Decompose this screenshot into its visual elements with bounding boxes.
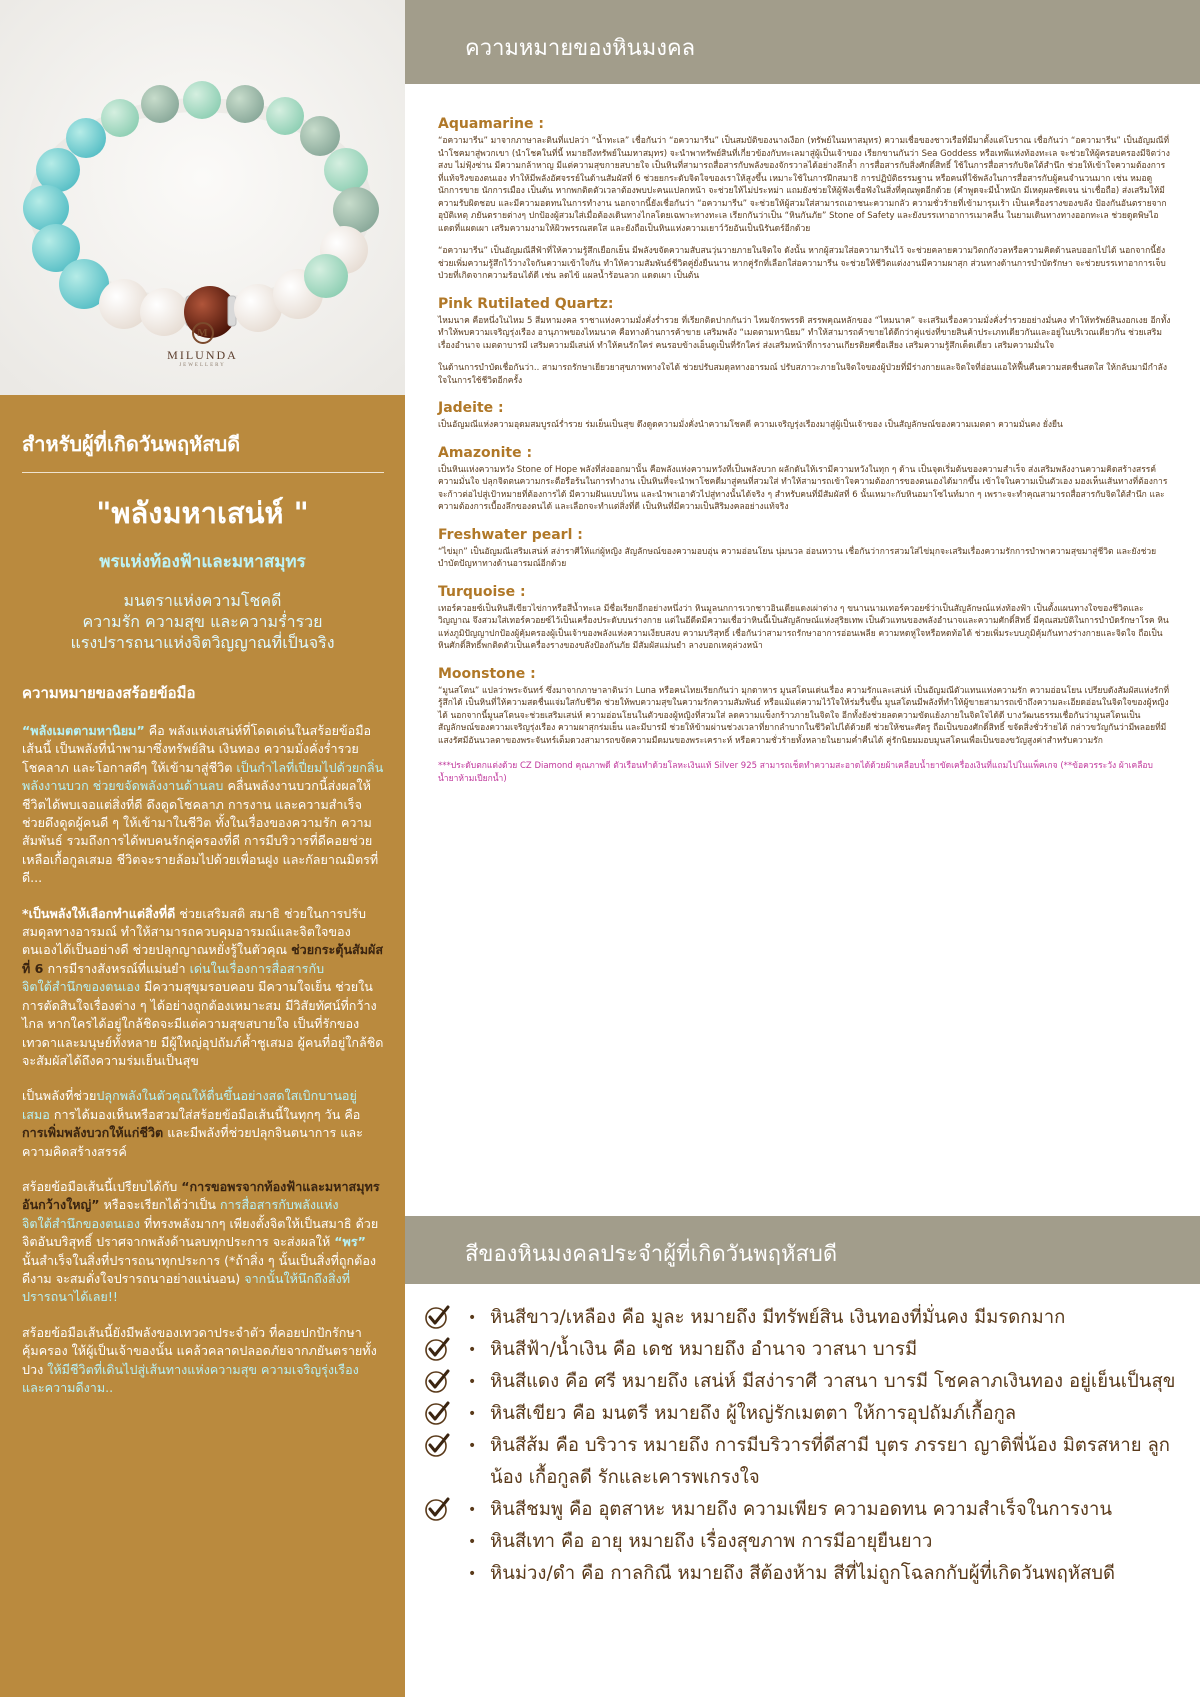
color-text: หินสีฟ้า/น้ำเงิน คือ เดช หมายถึง อำนาจ วาสนา บารมี bbox=[490, 1339, 918, 1360]
bullet-icon: • bbox=[468, 1406, 477, 1422]
stones-list bbox=[438, 116, 1173, 785]
brand-logo bbox=[0, 322, 405, 368]
brand-sub: JEWELLERY bbox=[179, 363, 226, 368]
color-text: หินสีชมพู คือ อุตสาหะ หมายถึง ความเพียร ความอดทน ความสำเร็จในการงาน bbox=[490, 1499, 1112, 1520]
stone-title: Freshwater pearl : bbox=[438, 526, 583, 543]
highlight-text: *เป็นพลังให้เลือกทำแต่สิ่งที่ดี bbox=[22, 905, 176, 921]
body-text: มีความสุขุมรอบคอบ มีความใจเย็น ช่วยในการตัดสินใจเรื่องต่าง ๆ ได้อย่างถูกต้องเหมาะสม มีวิสัยทัศน์ที่กว้างไกล หากใครได้อยู่ใกล้ชิดจะมีแต่ความสุขสบายใจ เป็นที่รักของเทวดาและมนุษย์ทั้งหลาย มีผู้ใหญ่อุปถัมภ์ค้ำชูเสมอ ผู้คนที่อยู่ใกล้ชิดจะสัมผัสได้ถึงความร่มเย็นเป็นสุข bbox=[22, 979, 384, 1068]
color-item bbox=[420, 1302, 1190, 1334]
bullet-icon: • bbox=[468, 1534, 477, 1550]
body-text: หรือจะเรียกได้ว่าเป็น bbox=[99, 1197, 220, 1213]
checkmark-icon bbox=[424, 1368, 450, 1394]
meaning-paragraph bbox=[22, 905, 384, 1071]
body-text: คือ พลังแห่งเสน่ห์ที่โดดเด่นในสร้อยข้อมือเส้นนี้ เป็นพลังที่นำพามาซึ่งทรัพย์สิน เงินทอง ความมั่งคั่งร่ำรวย โชคลาภ และโอกาสดีๆ ให้เข้ามาสู่ชีวิต bbox=[22, 723, 372, 775]
highlight-text: เป็นกำไลที่เปี่ยมไปด้วยกลิ่นพลังงานบวก ช่วยขจัดพลังงานด้านลบ bbox=[22, 759, 384, 794]
bullet-icon: • bbox=[468, 1310, 477, 1326]
stone-description: ไหมนาค คือหนึ่งในไหม 5 สีมหามงคล ราชาแห่งความมั่งคั่งร่ำรวย ที่เรียกติดปากกันว่า ไหมจักรพรรดิ สรรพคุณหลักของ “ไหมนาค” จะเสริมเรื่องความมั่งคั่งร่ำรวยอย่างมั่นคง ทำให้ทรัพย์สินงอกเงย อีกทั้งทำให้พบความเจริญรุ่งเรือง อานุภาพของไหมนาค คือทางด้านการค้าขาย เสริมพลัง “เมตตามหานิยม” ทำให้สามารถค้าขายได้ดีกว่าคู่แข่งที่ขายสินค้าประเภทเดียวกันและอยู่ในบริเวณเดียวกัน ช่วยเสริมเรื่องอำนาจ เมตตาบารมี เสริมความมีเสน่ห์ ทำให้คนรักใคร่ คนรอบข้างเอ็นดูเป็นที่รักใคร่ ส่งเสริมหน้าที่การงานเกียรติยศชื่อเสียง เสริมความรู้สึกเด็ดเดี่ยว เสริมความมั่นใจ bbox=[438, 315, 1171, 351]
born-heading: สำหรับผู้ที่เกิดวันพฤหัสบดี bbox=[22, 432, 241, 456]
power-subtitle: พรแห่งท้องฟ้าและมหาสมุทร bbox=[99, 552, 306, 572]
meaning-paragraph bbox=[22, 722, 384, 888]
brand-name: MILUNDA bbox=[167, 348, 238, 362]
body-text: และมีพลังที่ช่วยปลุกจินตนาการ และความคิดสร้างสรรค์ bbox=[22, 1125, 363, 1159]
highlight-text: ปลุกพลังในตัวคุณให้ตื่นขึ้นอย่างสดใสเบิกบานอยู่เสมอ bbox=[22, 1088, 357, 1122]
checkmark-icon bbox=[424, 1336, 450, 1362]
checkmark-icon bbox=[424, 1400, 450, 1426]
power-line: ความรัก ความสุข และความร่ำรวย bbox=[82, 612, 323, 631]
color-item bbox=[420, 1558, 1190, 1590]
power-lines bbox=[0, 590, 405, 653]
material-note: ***ประดับตกแต่งด้วย CZ Diamond คุณภาพดี ตัวเรือนทำด้วยโลหะเงินแท้ Silver 925 สามารถเช็ดทำความสะอาดได้ด้วยผ้าเคลือบน้ำยาขัดเครื่องเงินที่แถมไปในแพ็คเกจ (**ข้อควรระวัง ผ้าเคลือบน้ำยาห้ามเปียกน้ำ) bbox=[438, 761, 1153, 784]
stone-title: Jadeite : bbox=[438, 400, 504, 416]
power-line: แรงปรารถนาแห่งจิตวิญญาณที่เป็นจริง bbox=[70, 633, 335, 652]
stone-description: เป็นหินแห่งความหวัง Stone of Hope พลังที่ส่งออกมานั้น คือพลังแห่งความหวังที่เป็นพลังบวก ผลักดันให้เรามีความหวังในทุก ๆ ด้าน เป็นจุดเริ่มต้นของความสำเร็จ ส่งเสริมพลังงานความคิดสร้างสรรค์ ความมั่นใจ ปลุกจิตตนความกระตือรือร้นในการทำงาน เป็นหินที่จะนำพาโชคดีมาสู่คนที่สวมใส่ ทำให้สามารถเข้าใจความต้องการของตนเองได้มากขึ้น เข้าใจในความเป็นตัวเอง มองเห็นเส้นทางที่ต้องการจะก้าวต่อไปสู่เป้าหมายที่ต้องการได้ มีความฝันแบบไหน และนำพาเอาตัวไปสู่ทางนั้นได้จริง ๆ สำหรับคนที่มีสัมผัสที่ 6 นั้นเหมาะกับหินอมาโซไนท์มาก ๆ เพราะจะทำคุณสามารถสื่อสารกับจิตใต้สำนึก และความต้องการเบื้องลึกของตนได้ และเลือกจะทำแต่สิ่งที่ดี เป็นหินที่มีความเป็นสิริมงคลอย่างแท้จริง bbox=[438, 464, 1168, 512]
highlight-text: ช่วยกระตุ้นสัมผัสที่ 6 bbox=[22, 942, 384, 976]
stone-section bbox=[438, 296, 1173, 388]
color-item bbox=[420, 1526, 1190, 1558]
stone-section bbox=[438, 445, 1173, 514]
highlight-text: การสื่อสารกับพลังแห่งจิตใต้สำนึกของตนเอง bbox=[22, 1197, 339, 1231]
brand-monogram: M bbox=[192, 322, 214, 344]
color-item bbox=[420, 1334, 1190, 1366]
bullet-icon: • bbox=[468, 1342, 477, 1358]
color-text: หินสีขาว/เหลือง คือ มูละ หมายถึง มีทรัพย์สิน เงินทองที่มั่นคง มีมรดกมาก bbox=[490, 1307, 1066, 1328]
stone-section bbox=[438, 666, 1173, 748]
stone-description: “อความารีน” มาจากภาษาละตินที่แปลว่า “น้ำทะเล” เชื่อกันว่า “อความารีน” เป็นสมบัติของนางเงือก (ทรัพย์ในมหาสมุทร) ความเชื่อของชาวเรือที่มีมาตั้งแต่โบราณ เชื่อกันว่า “อความารีน” เป็นอัญมณีที่นำโชคมาสู่พวกเขา (นำโชคในที่นี้ หมายถึงทรัพย์ในมหาสมุทร) จะนำพาทรัพย์สินที่เกี่ยวข้องกับทะเลมาสู่ผู้เป็นเจ้าของ เรียกขานกันว่า Sea Goddess หรือเทพีแห่งท้องทะเล จะช่วยให้ผู้ครอบครองมีจิตว่างสงบ ไม่ฟุ้งซ่าน มีความกล้าหาญ มีแต่ความสุขกายสบายใจ เป็นหินที่สามารถสื่อสารกับพลังของจักรวาลได้อย่างลึกล้ำ การสื่อสารกับสิ่งศักดิ์สิทธิ์ ใช้ในการสื่อสารกับจิตใต้สำนึก ช่วยให้เข้าใจความต้องการที่แท้จริงของตนเอง ทำให้มีพลังอัศจรรย์ในด้านสัมผัสที่ 6 ช่วยยกระดับจิตใจของเราให้สูงขึ้น เหมาะใช้ในการฝึกสมาธิ การปฏิบัติธรรมฐาน หรือคนที่ใช้พลังในการสื่อสารกับผู้คนจำนวนมาก เช่น หมอดู นักการขาย นักการเมือง เป็นต้น หากพกติดตัวเวลาต้องพบปะคนแปลกหน้า จะช่วยให้ไม่ประหม่า แถมยังช่วยให้ผู้ฟังเชื่อฟังในสิ่งที่คุณพูดอีกด้วย (คำพูดจะมีน้ำหนัก มีเหตุผลชัดเจน น่าเชื่อถือ) ส่งเสริมให้มีความรับผิดชอบ และมีความอดทนในการทำงาน นอกจากนี้ยังเชื่อกันว่า “อความารีน” จะช่วยให้ผู้สวมใส่สามารถเอาชนะความกลัว ความชั่วร้ายที่เข้ามารุมเร้า เป็นเครื่องรางของขลัง ป้องกันอันตรายจากอุบัติเหตุ ภยันตรายต่างๆ ปกป้องผู้สวมใส่เมื่อต้องเดินทางไกลโดยเฉพาะทางทะเล เรียกกันว่าเป็น “หินกันภัย” Stone of Safety และยังบรรเทาอาการเมาคลื่น ในยามเดินทางทางออกทะเล ช่วยดูดพิษไอแดดที่แผดเผา เสริมความงามให้ผิวพรรณสดใส และยังถือเป็นหินแห่งความเยาว์วัยอันเป็นนิรันดร์อีกด้วย bbox=[438, 136, 1170, 234]
stones-banner bbox=[405, 0, 1200, 84]
body-text: การมีรางสังหรณ์ที่แม่นยำ bbox=[43, 960, 190, 976]
highlight-text: “พลังเมตตามหานิยม” bbox=[22, 723, 145, 738]
stone-section bbox=[438, 527, 1173, 571]
highlight-text: เด่นในเรื่องการสื่อสารกับจิตใต้สำนึกของตนเอง bbox=[22, 960, 325, 995]
bullet-icon: • bbox=[468, 1566, 477, 1582]
stone-section bbox=[438, 584, 1173, 653]
color-text: หินสีแดง คือ ศรี หมายถึง เสน่ห์ มีสง่าราศี วาสนา บารมี โชคลาภเงินทอง อยู่เย็นเป็นสุข bbox=[490, 1371, 1176, 1392]
checkmark-icon bbox=[424, 1304, 450, 1330]
color-item bbox=[420, 1398, 1190, 1430]
stone-title: Turquoise : bbox=[438, 583, 526, 600]
color-text: หินสีส้ม คือ บริวาร หมายถึง การมีบริวารที่ดีสามี บุตร ภรรยา ญาติพี่น้อง มิตรสหาย ลูกน้อง เกื้อกูลดี รักและเคารพเกรงใจ bbox=[490, 1435, 1171, 1488]
highlight-text: “การขอพรจากท้องฟ้าและมหาสมุทรอันกว้างใหญ่” bbox=[22, 1178, 380, 1213]
meaning-paragraph bbox=[22, 1087, 384, 1161]
body-text: สร้อยข้อมือเส้นนี้เปรียบได้กับ bbox=[22, 1178, 182, 1194]
color-text: หินสีเขียว คือ มนตรี หมายถึง ผู้ใหญ่รักเมตตา ให้การอุปถัมภ์เกื้อกูล bbox=[490, 1403, 1017, 1424]
meaning-paragraph bbox=[22, 1324, 384, 1398]
stone-title: Amazonite : bbox=[438, 444, 533, 461]
stone-description: เทอร์ควอยซ์เป็นหินสีเขียวไข่กาหรือสีน้ำทะเล มีชื่อเรียกอีกอย่างหนึ่งว่า หินมูลนกการเวกชาวอินเดียแดงเผ่าต่าง ๆ ขนานนามเทอร์ควอยซ์ว่าเป็นสัญลักษณ์แห่งท้องฟ้า เป็นตั้งแผนทางใจของชีวิตและวิญญาณ จึงสวมใส่เทอร์ควอยซ์ไว้เป็นเครื่องประดับบนร่างกาย แต่ในอีดีตมีความเชื่อว่าหินนี้เป็นสัญลักษณ์แห่งสุริยเทพ เป็นตัวแทนของพลังอำนาจและความศักดิ์สิทธิ์ มีคุณสมบัติในการบำบัดรักษาโรค หินแห่งภูมิปัญญาปกป้องผู้คุ้มครองผู้เป็นเจ้าของพลังแห่งความเงียบสงบ ความบริสุทธิ์ เชื่อกันว่าสามารถรักษาอาการอ่อนเพลีย ความหดหู่ใจหรือหดท้อได้ ช่วยเพิ่มระบบภูมิคุ้มกันทางร่างกายและจิตใจ ถือเป็นหินศักดิ์สิทธิ์พกติดตัวเป็นเครื่องรางของขลังป้องกันภัย มีสัมผัสแม่นยำ ลางบอกเหตุล่วงหน้า bbox=[438, 603, 1169, 651]
power-title: "พลังมหาเสน่ห์ " bbox=[96, 496, 309, 530]
stone-description: “ไข่มุก” เป็นอัญมณีเสริมเสน่ห์ สง่าราศีให้แก่ผู้หญิง สัญลักษณ์ของความอบอุ่น ความอ่อนโยน นุ่มนวล อ่อนหวาน เชื่อกันว่าการสวมใส่ไข่มุกจะเสริมเรื่องความรักการบำพาความสุขมาสู่ชีวิต และยังช่วยบำบัดปัญหาทางด้านอารมณ์อีกด้วย bbox=[438, 546, 1157, 569]
highlight-text: “พร” bbox=[334, 1234, 366, 1250]
stone-section bbox=[438, 400, 1173, 432]
power-line: มนตราแห่งความโชคดี bbox=[123, 591, 282, 610]
color-text: หินม่วง/ดำ คือ กาลกิณี หมายถึง สีต้องห้าม สีที่ไม่ถูกโฉลกกับผู้ที่เกิดวันพฤหัสบดี bbox=[490, 1563, 1116, 1584]
color-text: หินสีเทา คือ อายุ หมายถึง เรื่องสุขภาพ การมีอายุยืนยาว bbox=[490, 1531, 933, 1552]
meaning-paragraph bbox=[22, 1178, 384, 1307]
colors-banner-title: สีของหินมงคลประจำผู้ที่เกิดวันพฤหัสบดี bbox=[465, 1242, 838, 1267]
stone-section bbox=[438, 116, 1173, 283]
stone-description: ในด้านการบำบัดเชื่อกันว่า.. สามารถรักษาเยียวยาสุขภาพทางใจได้ ช่วยปรับสมดุลทางอารมณ์ ปรับสภาวะภายในจิตใจของผู้ป่วยที่มีร่างกายและจิตใจที่อ่อนแอให้ฟื้นคืนความสดชื่นสดใส ให้กลับมามีกำลังใจในการใช้ชีวิตอีกครั้ง bbox=[438, 363, 1168, 386]
left-panel bbox=[0, 0, 405, 1697]
color-item bbox=[420, 1366, 1190, 1398]
colors-banner bbox=[405, 1216, 1200, 1284]
stone-description: “มูนสโตน” แปลว่าพระจันทร์ ซึ่งมาจากภาษาลาตินว่า Luna หรือคนไทยเรียกกันว่า มุกดาหาร มูนสโตนเด่นเรื่อง ความรักและเสน่ห์ เป็นอัญมณีตัวแทนแห่งความรัก ความอ่อนโยน เปรียบดังสัมผัสแห่งรักที่รู้สึกได้ เป็นหินที่ให้ความสดชื่นแจ่มใสกับชีวิต ช่วยให้พบความสุขในความรักความสัมพันธ์ หรือแม้แต่ความไว้ใจให้ร่มรื่นขึ้น มูนสโตนมีพลังที่ทำให้ผู้ขายสามารถเข้าถึงความละเอียดอ่อนในจิตใจของผู้หญิงได้ นอกจากนี้มูนสโตนจะช่วยเสริมเสน่ห์ ความอ่อนโยนในตัวของผู้หญิงที่สวมใส่ ลดความแข็งกร้าวภายในจิตใจ อีกทั้งยังช่วยลดความขัดแย้งภายในจิตใจได้ดี บางวัฒนธรรมเชื่อกันว่ามูนสโตนเป็นสัญลักษณ์ของความเจริญรุ่งเรือง ความผาสุกร่มเย็น และมีบารมี ช่วยให้ข้ามผ่านช่วงเวลาที่ยากลำบากในชีวิตไปได้ด้วยดี ช่วยให้ชนะศัตรู ถือเป็นของศักดิ์สิทธิ์ ขจัดสิ่งชั่วร้ายได้ กล่าวขวัญกันว่ามีพลอยที่มีแสงรัศมีอันนวลตาของพระจันทร์เต็มดวงสามารถขจัดความมืดมนของพระเคราะห์ หรือความชั่วร้ายทั้งหลายในยามค่ำคืนได้ คู่รักนิยมมอบมูนสโตนเพื่อเป็นของขวัญสูงค่าสำหรับความรัก bbox=[438, 685, 1170, 746]
stones-banner-title: ความหมายของหินมงคล bbox=[465, 36, 696, 61]
highlight-text: จากนั้นให้นึกถึงสิ่งที่ปรารถนาได้เลย!! bbox=[22, 1270, 351, 1305]
bracelet-meaning-body bbox=[22, 722, 384, 1414]
color-item bbox=[420, 1430, 1190, 1494]
color-item bbox=[420, 1494, 1190, 1526]
stone-description: เป็นอัญมณีแห่งความอุดมสมบูรณ์ร่ำรวย ร่มเย็นเป็นสุข ดึงดูดความมั่งคั่งนำความโชคดี ความเจริญรุ่งเรืองมาสู่ผู้เป็นเจ้าของ เป็นสัญลักษณ์ของความเมตตา ความมั่นคง ยั่งยืน bbox=[438, 420, 1063, 430]
meaning-heading: ความหมายของสร้อยข้อมือ bbox=[22, 684, 196, 702]
stone-description: “อความารีน” เป็นอัญมณีสีฟ้าที่ให้ความรู้สึกเยือกเย็น มีพลังขจัดความสับสนวุ่นวายภายในจิตใจ ดังนั้น หากผู้สวมใส่อความารีนไว้ จะช่วยคลายความวิตกกังวลหรือความคิดด้านลบออกไปได้ นอกจากนี้ยังช่วยเพิ่มความรู้สึกไว้วางใจกันความเข้าใจกัน ทำให้ความสัมพันธ์ชีวิตคู่ยั่งยืนนาน หากคู่รักที่เลือกใส่อความารีน จะช่วยให้ชีวิตแต่งงานมีความผาสุก ส่วนทางด้านการบำบัดรักษา จะช่วยบรรเทาอาการเจ็บป่วยที่เกิดจากความร้อนได้ดี เช่น ลดไข้ แผลน้ำร้อนลวก แดดเผา เป็นต้น bbox=[438, 246, 1166, 281]
body-text: นั้นสำเร็จในสิ่งที่ปรารถนาทุกประการ (*ถ้าสิ่ง ๆ นั้นเป็นสิ่งที่ถูกต้องดีงาม จะสมดั่งใจปรารถนาอย่างแน่นอน) bbox=[22, 1252, 377, 1286]
bullet-icon: • bbox=[468, 1438, 477, 1454]
highlight-text: การเพิ่มพลังบวกให้แก่ชีวิต bbox=[22, 1125, 164, 1141]
stone-title: Moonstone : bbox=[438, 665, 536, 682]
body-text: เป็นพลังที่ช่วย bbox=[22, 1088, 97, 1104]
stone-title: Aquamarine : bbox=[438, 116, 544, 132]
body-text: ช่วยเสริมสติ สมาธิ ช่วยในการปรับสมดุลทางอารมณ์ ทำให้สามารถควบคุมอารมณ์และจิตใจของตนเองได้เป็นอย่างดี ช่วยปลุกญาณหยั่งรู้ในตัวคุณ bbox=[22, 905, 366, 958]
body-text: ที่ทรงพลังมากๆ เพียงตั้งจิตให้เป็นสมาธิ ด้วยจิตอันบริสุทธิ์ ปราศจากพลังด้านลบทุกประการ จะส่งผลให้ bbox=[22, 1215, 379, 1250]
bullet-icon: • bbox=[468, 1502, 477, 1518]
checkmark-icon bbox=[424, 1496, 450, 1522]
bullet-icon: • bbox=[468, 1374, 477, 1390]
body-text: การได้มองเห็นหรือสวมใส่สร้อยข้อมือเส้นนี้ในทุกๆ วัน คือ bbox=[49, 1106, 361, 1122]
product-photo bbox=[0, 0, 405, 395]
body-text: สร้อยข้อมือเส้นนี้ยังมีพลังของเทวดาประจำตัว ที่คอยปกปักรักษาคุ้มครอง ให้ผู้เป็นเจ้าของนั้น แคล้วคลาดปลอดภัยจากภยันตรายทั้งปวง bbox=[22, 1324, 377, 1377]
stone-title: Pink Rutilated Quartz: bbox=[438, 295, 614, 312]
highlight-text: ให้มีชีวิตที่เดินไปสู่เส้นทางแห่งความสุข ความเจริญรุ่งเรือง และความดีงาม.. bbox=[22, 1361, 359, 1395]
body-text: คลื่นพลังงานบวกนี้ส่งผลให้ชีวิตได้พบเจอแต่สิ่งที่ดี ดึงดูดโชคลาภ การงาน และความสำเร็จ ช่วยดึงดูดผู้คนดี ๆ ให้เข้ามาในชีวิต ทั้งในเรื่องของความรัก ความสัมพันธ์ รวมถึงการได้พบคนรักคู่ครองที่ดี การมีบริวารที่ดีคอยช่วยเหลือเกื้อกูลเสมอ ชีวิตจะรายล้อมไปด้วยเพื่อนฝูง และกัลยาณมิตรที่ดี... bbox=[22, 778, 379, 886]
colors-list bbox=[420, 1302, 1190, 1590]
divider bbox=[22, 472, 384, 473]
checkmark-icon bbox=[424, 1432, 450, 1458]
